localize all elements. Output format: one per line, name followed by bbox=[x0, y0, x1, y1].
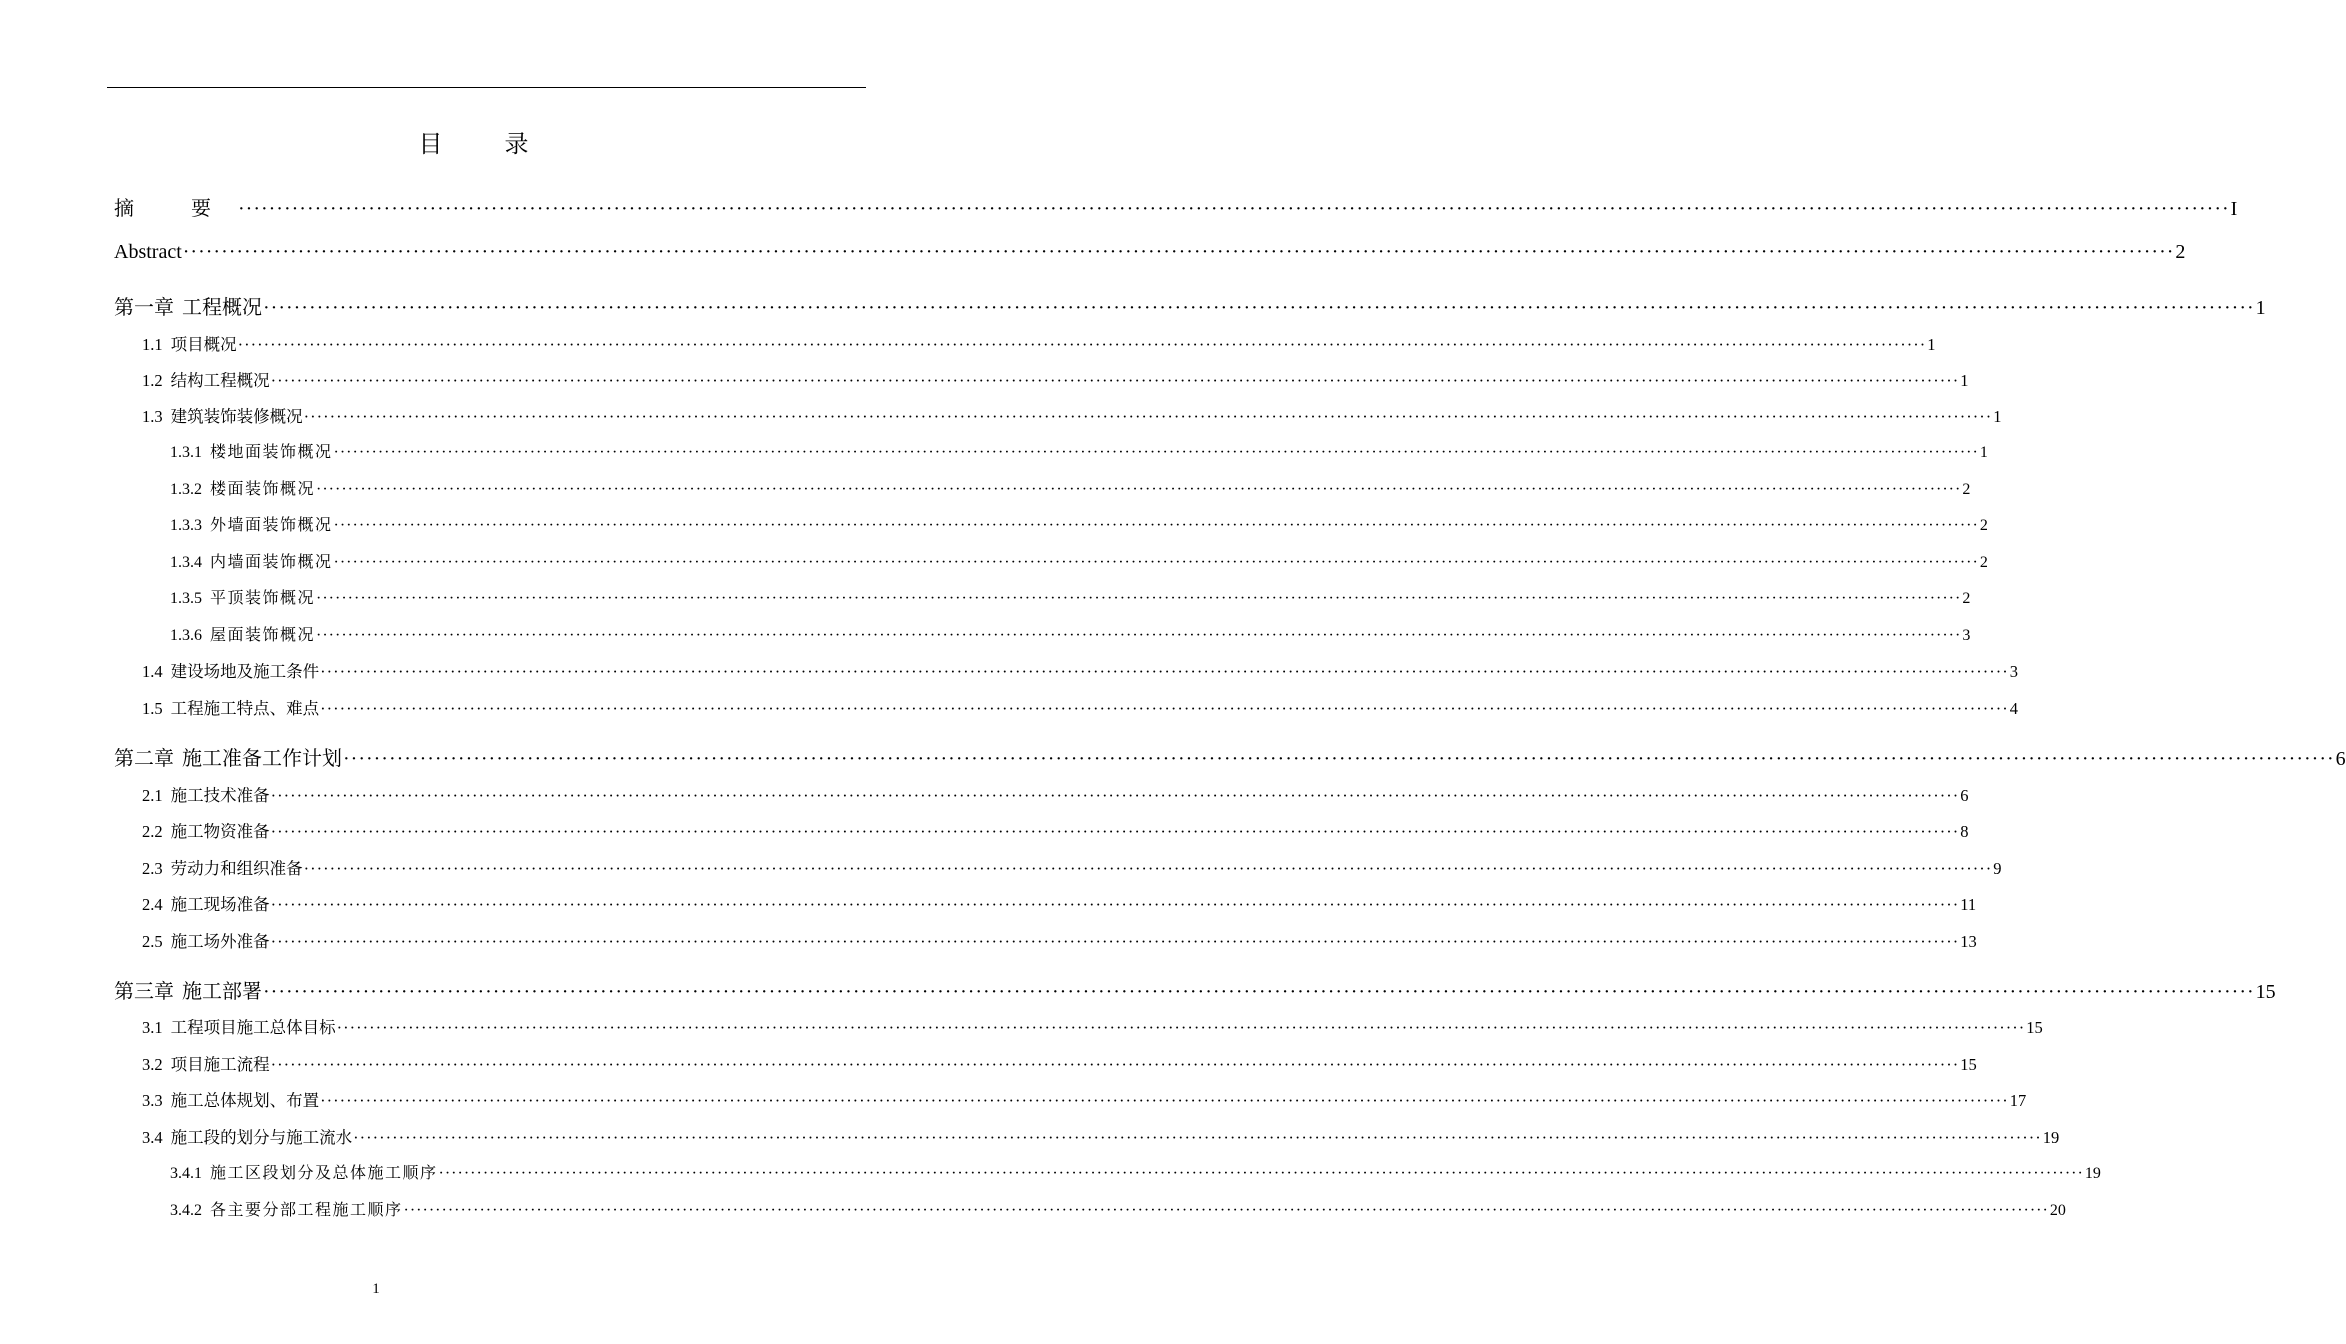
toc-entry-label bbox=[142, 658, 319, 682]
toc-entry-label bbox=[170, 585, 315, 608]
toc-entry-label bbox=[170, 512, 333, 535]
dot-leader: ···································································································································································································································································· bbox=[333, 444, 1979, 461]
toc-entry-page: I bbox=[2230, 198, 2238, 220]
toc-entry-number: 1.1 bbox=[142, 335, 163, 354]
dot-leader: ···································································································································································································································································· bbox=[270, 932, 1960, 951]
toc-entry-label bbox=[114, 291, 262, 320]
toc-entry-label bbox=[114, 241, 182, 264]
toc-entry-text: 外墙面装饰概况 bbox=[210, 517, 333, 534]
toc-entry[interactable] bbox=[142, 695, 2018, 719]
toc-entry-number: 1.3.4 bbox=[170, 554, 202, 571]
dot-leader: ···································································································································································································································································· bbox=[270, 786, 1960, 805]
dot-leader: ···································································································································································································································································· bbox=[263, 981, 2255, 1003]
toc-entry[interactable] bbox=[142, 818, 1969, 842]
dot-leader: ···································································································································································································································································· bbox=[270, 895, 1960, 914]
dot-leader: ···································································································································································································································································· bbox=[333, 517, 1979, 534]
toc-entry[interactable] bbox=[142, 782, 1969, 806]
dot-leader: ···································································································································································································································································· bbox=[270, 1055, 1960, 1074]
toc-entry-number: 2.3 bbox=[142, 859, 163, 878]
toc-entry[interactable] bbox=[142, 1124, 2060, 1148]
toc-entry[interactable] bbox=[142, 367, 1969, 391]
toc-entry-page: 20 bbox=[2049, 1202, 2066, 1219]
toc-entry-label bbox=[142, 695, 319, 719]
toc-entry-page: 2 bbox=[1979, 554, 1988, 571]
toc-entry-number: 第三章 bbox=[114, 981, 174, 1003]
toc-entry-label bbox=[114, 975, 262, 1004]
toc-entry[interactable] bbox=[170, 512, 1988, 535]
toc-entry-page: 15 bbox=[2026, 1018, 2043, 1037]
toc-entry-text: Abstract bbox=[114, 241, 182, 263]
toc-entry-label bbox=[114, 742, 342, 771]
toc-entry-page: 6 bbox=[1960, 786, 1969, 805]
toc-entry-label bbox=[142, 367, 270, 391]
toc-entry-number: 3.2 bbox=[142, 1055, 163, 1074]
toc-entry-number: 3.4.2 bbox=[170, 1202, 202, 1219]
toc-entry-number: 1.5 bbox=[142, 699, 163, 718]
toc-entry-page: 15 bbox=[2255, 981, 2276, 1003]
toc-entry-page: 9 bbox=[1993, 859, 2002, 878]
toc-entry-number: 3.3 bbox=[142, 1091, 163, 1110]
dot-leader: ···································································································································································································································································· bbox=[320, 699, 2009, 718]
dot-leader: ···································································································································································································································································· bbox=[316, 590, 1962, 607]
toc-entry-text: 平顶装饰概况 bbox=[210, 590, 316, 607]
toc-entry[interactable] bbox=[170, 1160, 2101, 1183]
toc-entry-page: 19 bbox=[2084, 1165, 2101, 1182]
toc-entry-number: 1.3.2 bbox=[170, 481, 202, 498]
header-rule bbox=[107, 87, 866, 88]
toc-entry-number: 第二章 bbox=[114, 748, 174, 770]
toc-entry-page: 1 bbox=[2255, 297, 2266, 319]
toc-entry-text: 结构工程概况 bbox=[170, 371, 270, 390]
toc-entry-number: 3.4.1 bbox=[170, 1165, 202, 1182]
toc-entry[interactable] bbox=[114, 291, 2266, 320]
toc-entry-page: 2 bbox=[1962, 481, 1971, 498]
toc-entry-text: 施工部署 bbox=[182, 981, 262, 1003]
toc-entry-page: 17 bbox=[2009, 1091, 2027, 1110]
toc-entry-number: 2.4 bbox=[142, 895, 163, 914]
toc-entry-number: 1.3.3 bbox=[170, 517, 202, 534]
toc-entry-number: 1.3.5 bbox=[170, 590, 202, 607]
toc-entry[interactable] bbox=[170, 439, 1988, 462]
toc-entry-text: 施工准备工作计划 bbox=[182, 748, 342, 770]
dot-leader: ···································································································································································································································································· bbox=[336, 1018, 2026, 1037]
toc-entry-number: 2.5 bbox=[142, 932, 163, 951]
toc-entry-text: 施工段的划分与施工流水 bbox=[170, 1128, 353, 1147]
toc-entry-text: 工程施工特点、难点 bbox=[170, 699, 320, 718]
toc-entry-text: 工程项目施工总体目标 bbox=[170, 1018, 336, 1037]
toc-entry-number: 1.2 bbox=[142, 371, 163, 390]
toc-entry-page: 4 bbox=[2009, 699, 2018, 718]
dot-leader: ···································································································································································································································································· bbox=[343, 748, 2335, 770]
toc-entry[interactable] bbox=[170, 476, 1971, 499]
toc-entry-number: 3.1 bbox=[142, 1018, 163, 1037]
toc-entry-number: 第一章 bbox=[114, 297, 174, 319]
toc-entry[interactable] bbox=[170, 549, 1988, 572]
dot-leader: ···································································································································································································································································· bbox=[182, 241, 2175, 263]
toc-entry-text: 项目概况 bbox=[170, 335, 237, 354]
dot-leader: ···································································································································································································································································· bbox=[353, 1128, 2042, 1147]
toc-entry[interactable] bbox=[142, 1051, 1977, 1075]
toc-entry-text: 工程概况 bbox=[182, 297, 262, 319]
toc-entry-text: 屋面装饰概况 bbox=[210, 627, 316, 644]
toc-entry-label bbox=[142, 928, 270, 952]
toc-entry-text: 建设场地及施工条件 bbox=[170, 662, 320, 681]
toc-entry-number: 1.3.6 bbox=[170, 627, 202, 644]
toc-entry-number: 2.2 bbox=[142, 822, 163, 841]
toc-entry-number: 1.4 bbox=[142, 662, 163, 681]
toc-entry-page: 19 bbox=[2042, 1128, 2060, 1147]
dot-leader: ···································································································································································································································································· bbox=[316, 481, 1962, 498]
toc-entry-text: 施工总体规划、布置 bbox=[170, 1091, 320, 1110]
toc-entry-text: 施工物资准备 bbox=[170, 822, 270, 841]
toc-entry-text: 施工技术准备 bbox=[170, 786, 270, 805]
toc-entry-label bbox=[142, 1051, 270, 1075]
toc-entry-text: 楼面装饰概况 bbox=[210, 481, 316, 498]
toc-entry[interactable] bbox=[142, 1087, 2027, 1111]
toc-entry-page: 3 bbox=[1962, 627, 1971, 644]
toc-entry-label bbox=[142, 1087, 319, 1111]
toc-entry-text: 项目施工流程 bbox=[170, 1055, 270, 1074]
toc-entry-page: 11 bbox=[1960, 895, 1977, 914]
toc-entry-text: 建筑装饰装修概况 bbox=[170, 407, 303, 426]
toc-entry[interactable] bbox=[142, 658, 2018, 682]
toc-entry[interactable] bbox=[142, 331, 1936, 355]
toc-entry-page: 13 bbox=[1960, 932, 1977, 951]
toc-entry-page: 1 bbox=[1993, 407, 2002, 426]
toc-entry-label bbox=[142, 855, 303, 879]
dot-leader: ···································································································································································································································································· bbox=[237, 335, 1927, 354]
dot-leader: ···································································································································································································································································· bbox=[316, 627, 1962, 644]
dot-leader: ···································································································································································································································································· bbox=[320, 1091, 2009, 1110]
toc-entry-label bbox=[142, 1014, 336, 1038]
toc-entry[interactable] bbox=[142, 928, 1977, 952]
toc-entry-label bbox=[170, 476, 315, 499]
toc-entry-number: 2.1 bbox=[142, 786, 163, 805]
toc-entry[interactable] bbox=[170, 585, 1971, 608]
dot-leader: ···································································································································································································································································· bbox=[238, 198, 2230, 220]
toc-entry-text: 内墙面装饰概况 bbox=[210, 554, 333, 571]
toc-entry-page: 3 bbox=[2009, 662, 2018, 681]
toc-entry-text: 各主要分部工程施工顺序 bbox=[210, 1202, 403, 1219]
toc-entry[interactable] bbox=[114, 192, 2238, 221]
toc-entry-label bbox=[114, 192, 237, 221]
toc-entry[interactable] bbox=[142, 403, 2002, 427]
dot-leader: ···································································································································································································································································· bbox=[270, 371, 1960, 390]
toc-entry-number: 3.4 bbox=[142, 1128, 163, 1147]
toc-entry-number: 1.3 bbox=[142, 407, 163, 426]
toc-entry-text: 施工区段划分及总体施工顺序 bbox=[210, 1165, 438, 1182]
toc-entry-page: 15 bbox=[1960, 1055, 1977, 1074]
dot-leader: ···································································································································································································································································· bbox=[270, 822, 1960, 841]
toc-title: 目 录 bbox=[418, 132, 557, 158]
toc-entry-label bbox=[142, 331, 237, 355]
toc-entry-page: 2 bbox=[1979, 517, 1988, 534]
dot-leader: ···································································································································································································································································· bbox=[438, 1165, 2084, 1182]
dot-leader: ···································································································································································································································································· bbox=[403, 1202, 2049, 1219]
toc-entry-label bbox=[170, 1197, 403, 1220]
toc-entry-text: 摘 要 bbox=[114, 198, 237, 220]
toc-entry-label bbox=[142, 818, 270, 842]
toc-entry-page: 6 bbox=[2335, 748, 2346, 770]
toc-entry-page: 2 bbox=[1962, 590, 1971, 607]
toc-entry-page: 8 bbox=[1960, 822, 1969, 841]
toc-entry[interactable] bbox=[142, 855, 2002, 879]
toc-entry-page: 2 bbox=[2175, 241, 2186, 263]
toc-entry[interactable] bbox=[142, 891, 1977, 915]
toc-entry-text: 施工现场准备 bbox=[170, 895, 270, 914]
toc-entry-text: 劳动力和组织准备 bbox=[170, 859, 303, 878]
toc-entry-number: 1.3.1 bbox=[170, 444, 202, 461]
toc-entry-label bbox=[170, 1160, 438, 1183]
toc-entry-label bbox=[170, 622, 315, 645]
toc-entry-page: 1 bbox=[1927, 335, 1936, 354]
toc-entry-label bbox=[142, 891, 270, 915]
toc-entry-label bbox=[142, 403, 303, 427]
toc-entry[interactable] bbox=[170, 622, 1971, 645]
toc-entry[interactable] bbox=[114, 241, 2186, 264]
toc-entry-label bbox=[142, 1124, 352, 1148]
dot-leader: ···································································································································································································································································· bbox=[263, 297, 2255, 319]
toc-entry-label bbox=[170, 439, 333, 462]
toc-entry-label bbox=[170, 549, 333, 572]
toc-entry[interactable] bbox=[142, 1014, 2043, 1038]
toc-entry[interactable] bbox=[114, 742, 2346, 771]
dot-leader: ···································································································································································································································································· bbox=[303, 859, 1993, 878]
toc-entry-text: 施工场外准备 bbox=[170, 932, 270, 951]
toc-entry-text: 楼地面装饰概况 bbox=[210, 444, 333, 461]
toc-entry-label bbox=[142, 782, 270, 806]
toc-entry[interactable] bbox=[170, 1197, 2066, 1220]
dot-leader: ···································································································································································································································································· bbox=[303, 407, 1993, 426]
toc-entry-page: 1 bbox=[1979, 444, 1988, 461]
toc-entry[interactable] bbox=[114, 975, 2276, 1004]
toc-entry-page: 1 bbox=[1960, 371, 1969, 390]
page-number: 1 bbox=[372, 1281, 380, 1297]
dot-leader: ···································································································································································································································································· bbox=[333, 554, 1979, 571]
dot-leader: ···································································································································································································································································· bbox=[320, 662, 2009, 681]
